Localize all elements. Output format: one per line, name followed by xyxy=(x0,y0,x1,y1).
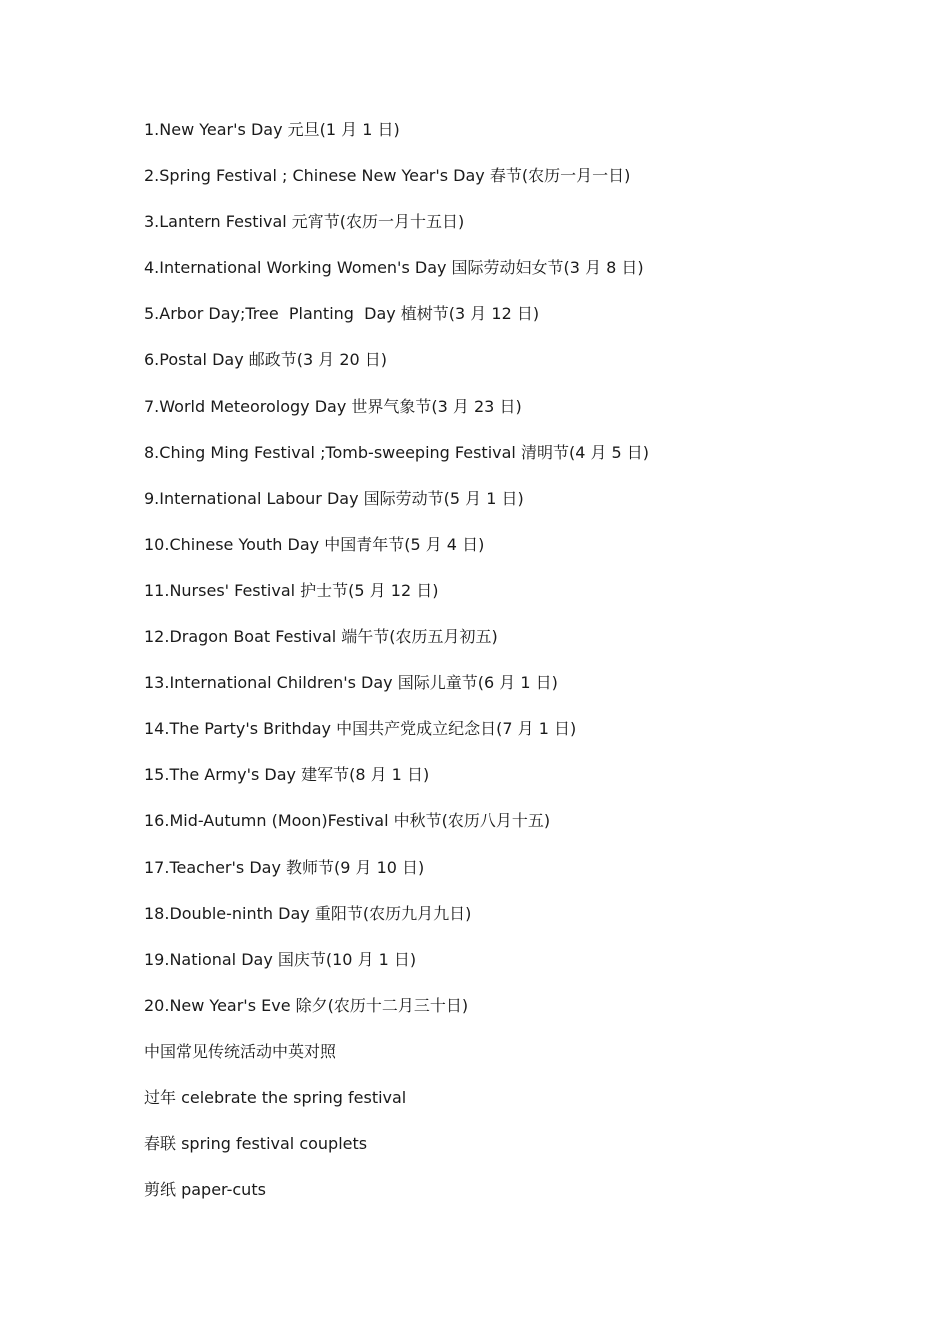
text-line: 8.Ching Ming Festival ;Tomb-sweeping Festival 清明节(4 月 5 日) xyxy=(144,442,650,462)
text-line: 10.Chinese Youth Day 中国青年节(5 月 4 日) xyxy=(144,534,485,554)
text-line: 17.Teacher's Day 教师节(9 月 10 日) xyxy=(144,857,425,877)
text-line: 春联 spring festival couplets xyxy=(144,1134,368,1154)
text-line: 6.Postal Day 邮政节(3 月 20 日) xyxy=(144,350,388,370)
text-line: 1.New Year's Day 元旦(1 月 1 日) xyxy=(144,120,400,139)
text-line: 剪纸 paper-cuts xyxy=(144,1180,266,1200)
text-line: 4.International Working Women's Day 国际劳动妇女节(3 月 8 日) xyxy=(144,258,644,278)
text-line: 19.National Day 国庆节(10 月 1 日) xyxy=(144,949,417,969)
text-line: 16.Mid-Autumn (Moon)Festival 中秋节(农历八月十五) xyxy=(144,811,551,831)
text-line: 2.Spring Festival ; Chinese New Year's Day 春节(农历一月一日) xyxy=(144,166,631,186)
text-line: 20.New Year's Eve 除夕(农历十二月三十日) xyxy=(144,995,469,1015)
text-line: 过年 celebrate the spring festival xyxy=(144,1087,407,1107)
text-line: 18.Double-ninth Day 重阳节(农历九月九日) xyxy=(144,903,472,923)
text-line: 9.International Labour Day 国际劳动节(5 月 1 日) xyxy=(144,488,524,508)
text-line: 13.International Children's Day 国际儿童节(6 月 1 日) xyxy=(144,673,558,693)
text-line: 7.World Meteorology Day 世界气象节(3 月 23 日) xyxy=(144,396,522,416)
section-heading: 中国常见传统活动中英对照 xyxy=(144,1041,337,1061)
text-line: 14.The Party's Brithday 中国共产党成立纪念日(7 月 1 日) xyxy=(144,719,577,739)
text-line: 5.Arbor Day;Tree Planting Day 植树节(3 月 12 日) xyxy=(144,304,540,324)
text-line: 12.Dragon Boat Festival 端午节(农历五月初五) xyxy=(144,627,498,647)
text-line: 3.Lantern Festival 元宵节(农历一月十五日) xyxy=(144,212,465,232)
text-line: 11.Nurses' Festival 护士节(5 月 12 日) xyxy=(144,580,439,600)
text-lines xyxy=(144,118,649,1224)
text-line: 15.The Army's Day 建军节(8 月 1 日) xyxy=(144,765,430,785)
